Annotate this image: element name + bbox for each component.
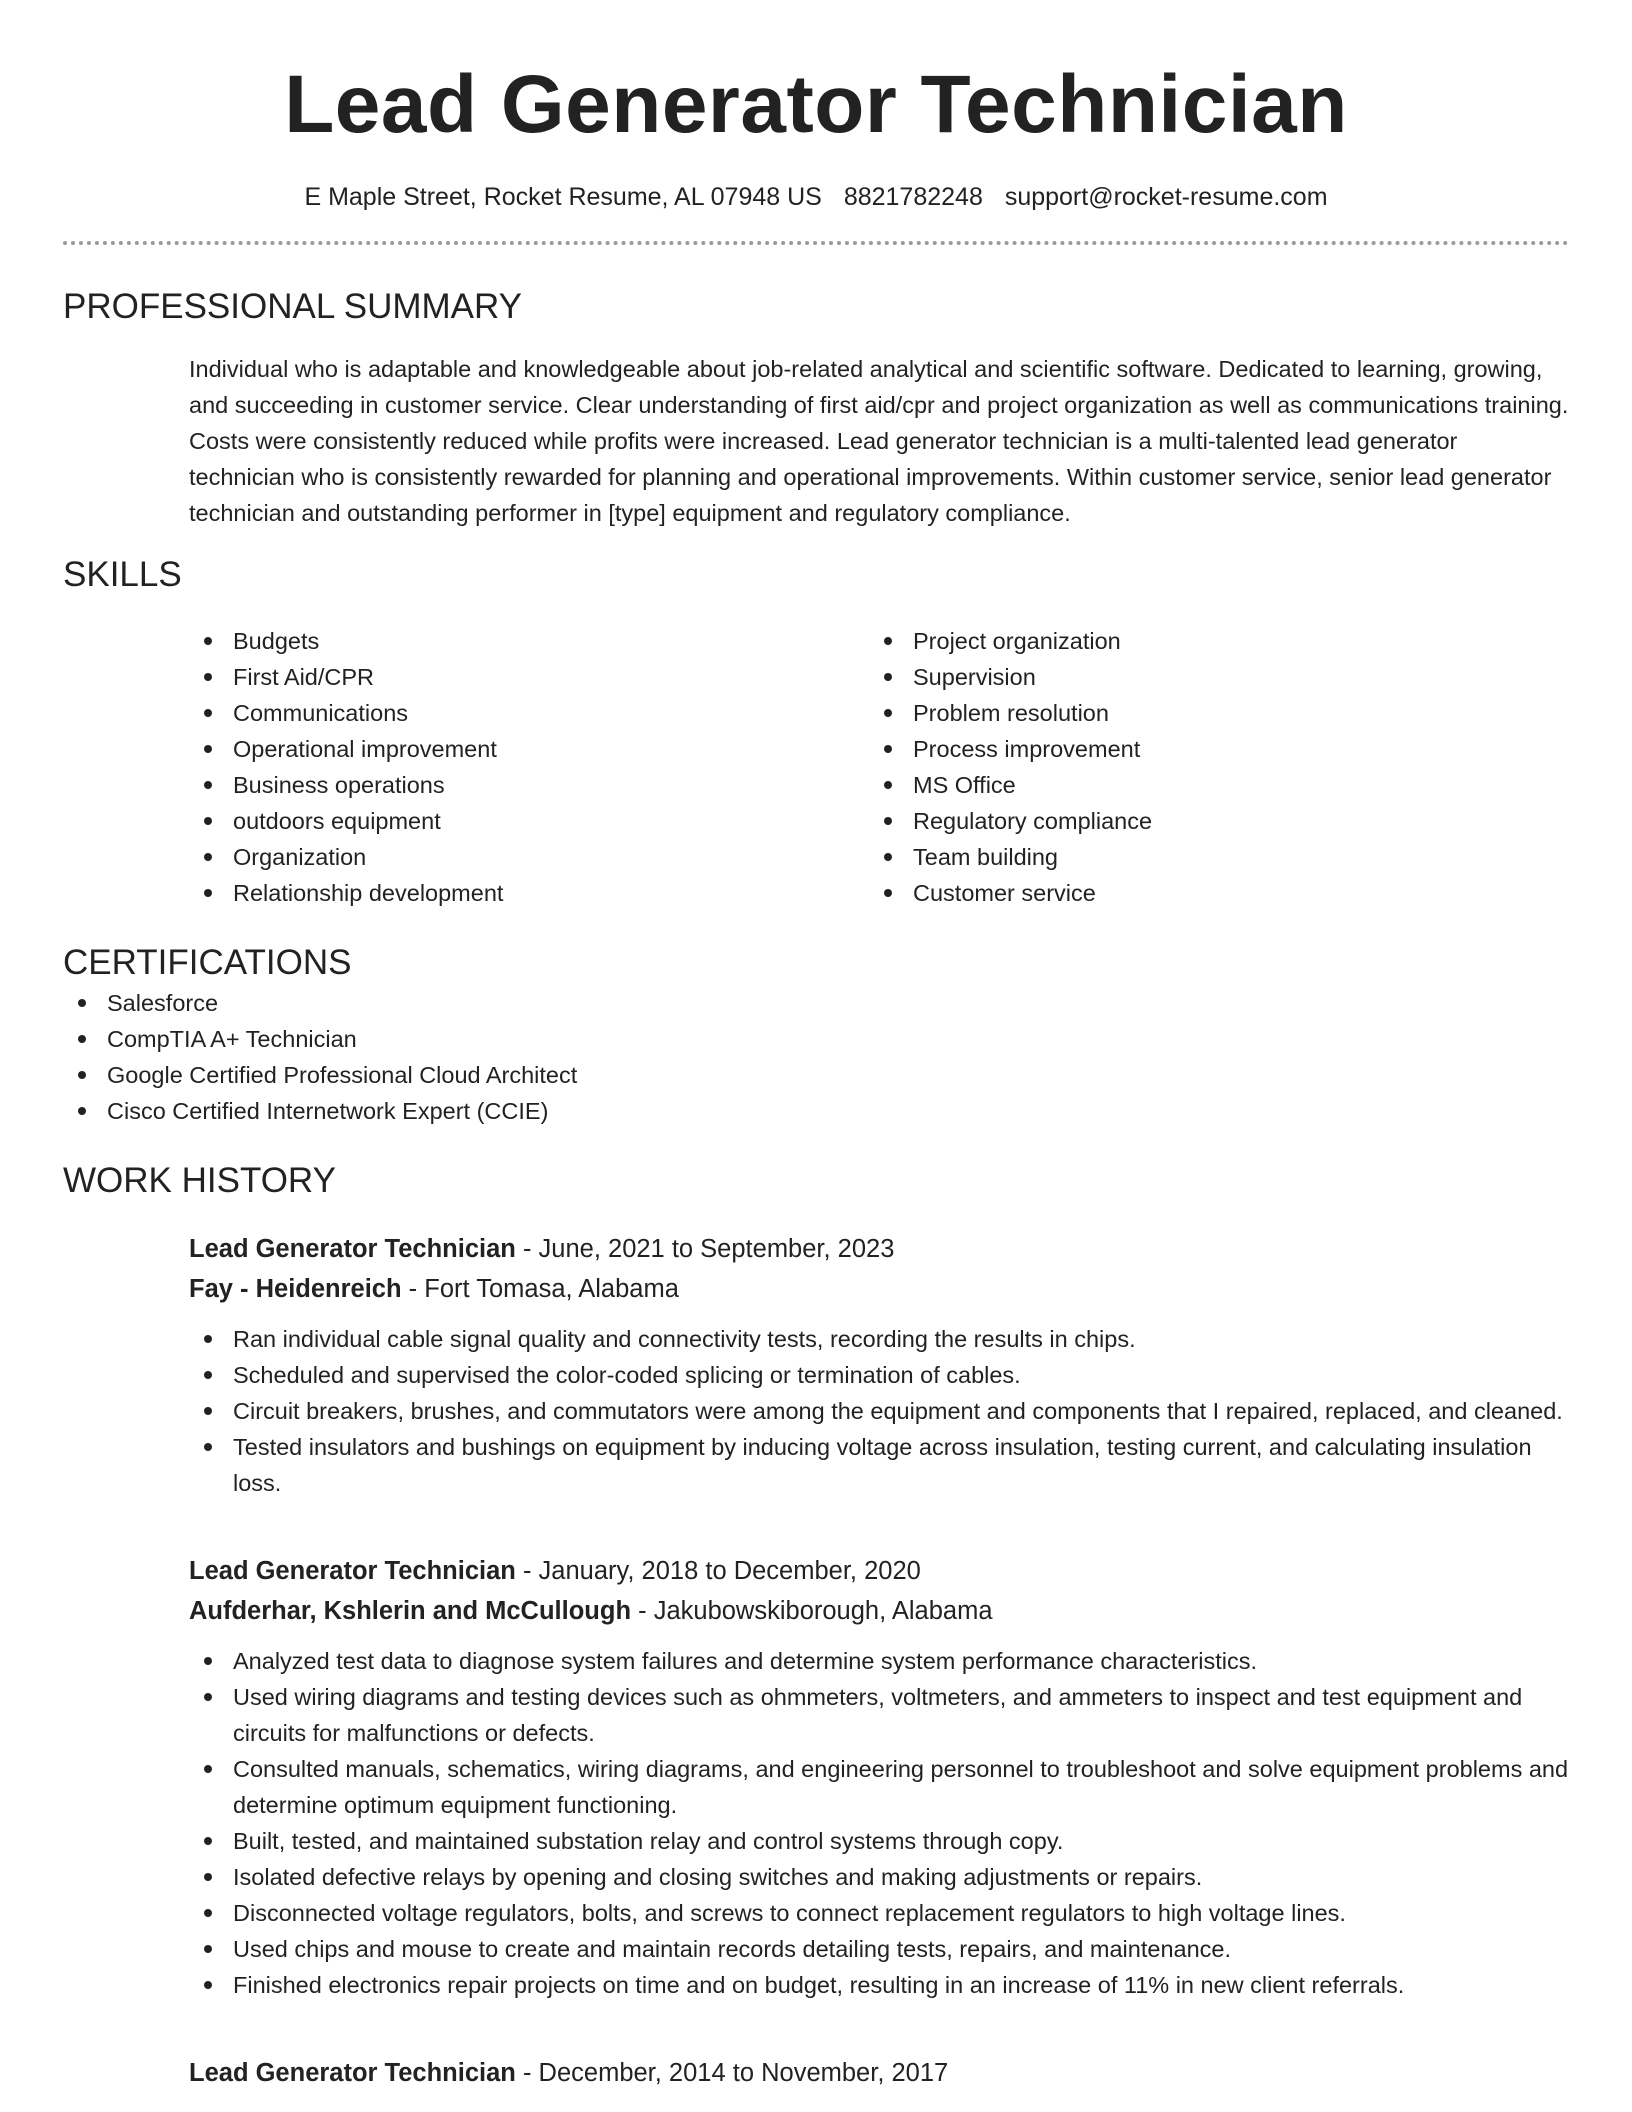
skill-item: First Aid/CPR — [189, 659, 869, 695]
job-bullet: Scheduled and supervised the color-coded splicing or termination of cables. — [189, 1357, 1569, 1393]
certification-item: Google Certified Professional Cloud Architect — [63, 1057, 1569, 1093]
job-company-line — [189, 1269, 1569, 1309]
certifications-section — [63, 941, 1569, 1129]
separator: - — [515, 2059, 539, 2087]
job-bullets — [189, 1321, 1569, 1501]
skill-item: Project organization — [869, 623, 1549, 659]
job-title-line — [189, 1551, 1569, 1591]
job-bullet: Disconnected voltage regulators, bolts, and screws to connect replacement regulators to high voltage lines. — [189, 1895, 1569, 1931]
skill-item: Process improvement — [869, 731, 1549, 767]
certification-item: CompTIA A+ Technician — [63, 1021, 1569, 1057]
skill-item: Budgets — [189, 623, 869, 659]
contact-phone: 8821782248 — [843, 183, 983, 211]
certification-item: Salesforce — [63, 985, 1569, 1021]
job-company-line — [189, 1591, 1569, 1631]
job-title-line — [189, 2053, 1569, 2093]
summary-title: PROFESSIONAL SUMMARY — [63, 287, 522, 326]
job-bullets — [189, 1643, 1569, 2003]
job-bullet: Ran individual cable signal quality and connectivity tests, recording the results in chips. — [189, 1321, 1569, 1357]
job-dates: December, 2014 to November, 2017 — [538, 2059, 949, 2087]
job-dates: June, 2021 to September, 2023 — [538, 1235, 895, 1263]
job-bullet: Consulted manuals, schematics, wiring diagrams, and engineering personnel to troubleshoot and solve equipment problems and determine optimum equipment functioning. — [189, 1751, 1569, 1823]
job-location: Jakubowskiborough, Alabama — [653, 1597, 993, 1625]
separator: - — [515, 1557, 539, 1585]
skill-item: Relationship development — [189, 875, 869, 911]
job-title-line — [189, 1229, 1569, 1269]
job-location: Fort Tomasa, Alabama — [424, 1275, 679, 1303]
skill-item: Problem resolution — [869, 695, 1549, 731]
skill-item: Customer service — [869, 875, 1549, 911]
skill-item: MS Office — [869, 767, 1549, 803]
job-bullet: Used chips and mouse to create and maintain records detailing tests, repairs, and maintenance. — [189, 1931, 1569, 1967]
job-company: Fay - Heidenreich — [189, 1275, 402, 1303]
skills-right-list — [869, 623, 1549, 911]
skill-item: outdoors equipment — [189, 803, 869, 839]
resume-name: Lead Generator Technician — [284, 59, 1348, 150]
job-bullet: Used wiring diagrams and testing devices such as ohmmeters, voltmeters, and ammeters to inspect and test equipment and circuits for malfunctions or defects. — [189, 1679, 1569, 1751]
skill-item: Organization — [189, 839, 869, 875]
skills-columns — [189, 623, 1569, 911]
job-bullet: Analyzed test data to diagnose system failures and determine system performance characteristics. — [189, 1643, 1569, 1679]
separator: - — [631, 1597, 654, 1625]
job-entry — [189, 1229, 1569, 1501]
header-divider — [63, 241, 1569, 245]
skill-item: Supervision — [869, 659, 1549, 695]
separator: - — [515, 1235, 539, 1263]
work-history-title: WORK HISTORY — [63, 1161, 336, 1200]
summary-text: Individual who is adaptable and knowledgeable about job-related analytical and scientific software. Dedicated to learning, growing, and succeeding in customer service. Clear understanding of first aid/cpr and project organization as well as communications training. Costs were consistently reduced while profits were increased. Lead generator technician is a multi-talented lead generator technician who is consistently rewarded for planning and operational improvements. Within customer service, senior lead generator technician and outstanding performer in [type] equipment and regulatory compliance. — [189, 356, 1569, 526]
skills-left-list — [189, 623, 869, 911]
skill-item: Team building — [869, 839, 1549, 875]
job-role: Lead Generator Technician — [189, 2059, 516, 2087]
summary-section — [63, 285, 1569, 531]
skill-item: Regulatory compliance — [869, 803, 1549, 839]
job-bullet: Built, tested, and maintained substation relay and control systems through copy. — [189, 1823, 1569, 1859]
skill-item: Communications — [189, 695, 869, 731]
job-bullet: Circuit breakers, brushes, and commutators were among the equipment and components that I repaired, replaced, and cleaned. — [189, 1393, 1569, 1429]
skills-right-column — [869, 623, 1549, 911]
certifications-title: CERTIFICATIONS — [63, 943, 352, 982]
job-role: Lead Generator Technician — [189, 1235, 516, 1263]
certifications-list — [63, 985, 1569, 1129]
skill-item: Operational improvement — [189, 731, 869, 767]
job-dates: January, 2018 to December, 2020 — [538, 1557, 921, 1585]
work-history-section — [63, 1159, 1569, 2093]
certification-item: Cisco Certified Internetwork Expert (CCIE) — [63, 1093, 1569, 1129]
separator: - — [401, 1275, 425, 1303]
skills-title: SKILLS — [63, 555, 182, 594]
contact-line — [63, 181, 1569, 213]
job-company: Aufderhar, Kshlerin and McCullough — [189, 1597, 632, 1625]
job-bullet: Tested insulators and bushings on equipment by inducing voltage across insulation, testing current, and calculating insulation loss. — [189, 1429, 1569, 1501]
skills-left-column — [189, 623, 869, 911]
job-bullet: Finished electronics repair projects on time and on budget, resulting in an increase of 11% in new client referrals. — [189, 1967, 1569, 2003]
contact-address: E Maple Street, Rocket Resume, AL 07948 US — [304, 183, 822, 211]
job-list — [63, 1229, 1569, 2093]
skill-item: Business operations — [189, 767, 869, 803]
job-entry — [189, 2053, 1569, 2093]
job-entry — [189, 1551, 1569, 2003]
job-bullet: Isolated defective relays by opening and closing switches and making adjustments or repairs. — [189, 1859, 1569, 1895]
job-role: Lead Generator Technician — [189, 1557, 516, 1585]
contact-email: support@rocket-resume.com — [1004, 183, 1328, 211]
skills-section — [63, 553, 1569, 911]
